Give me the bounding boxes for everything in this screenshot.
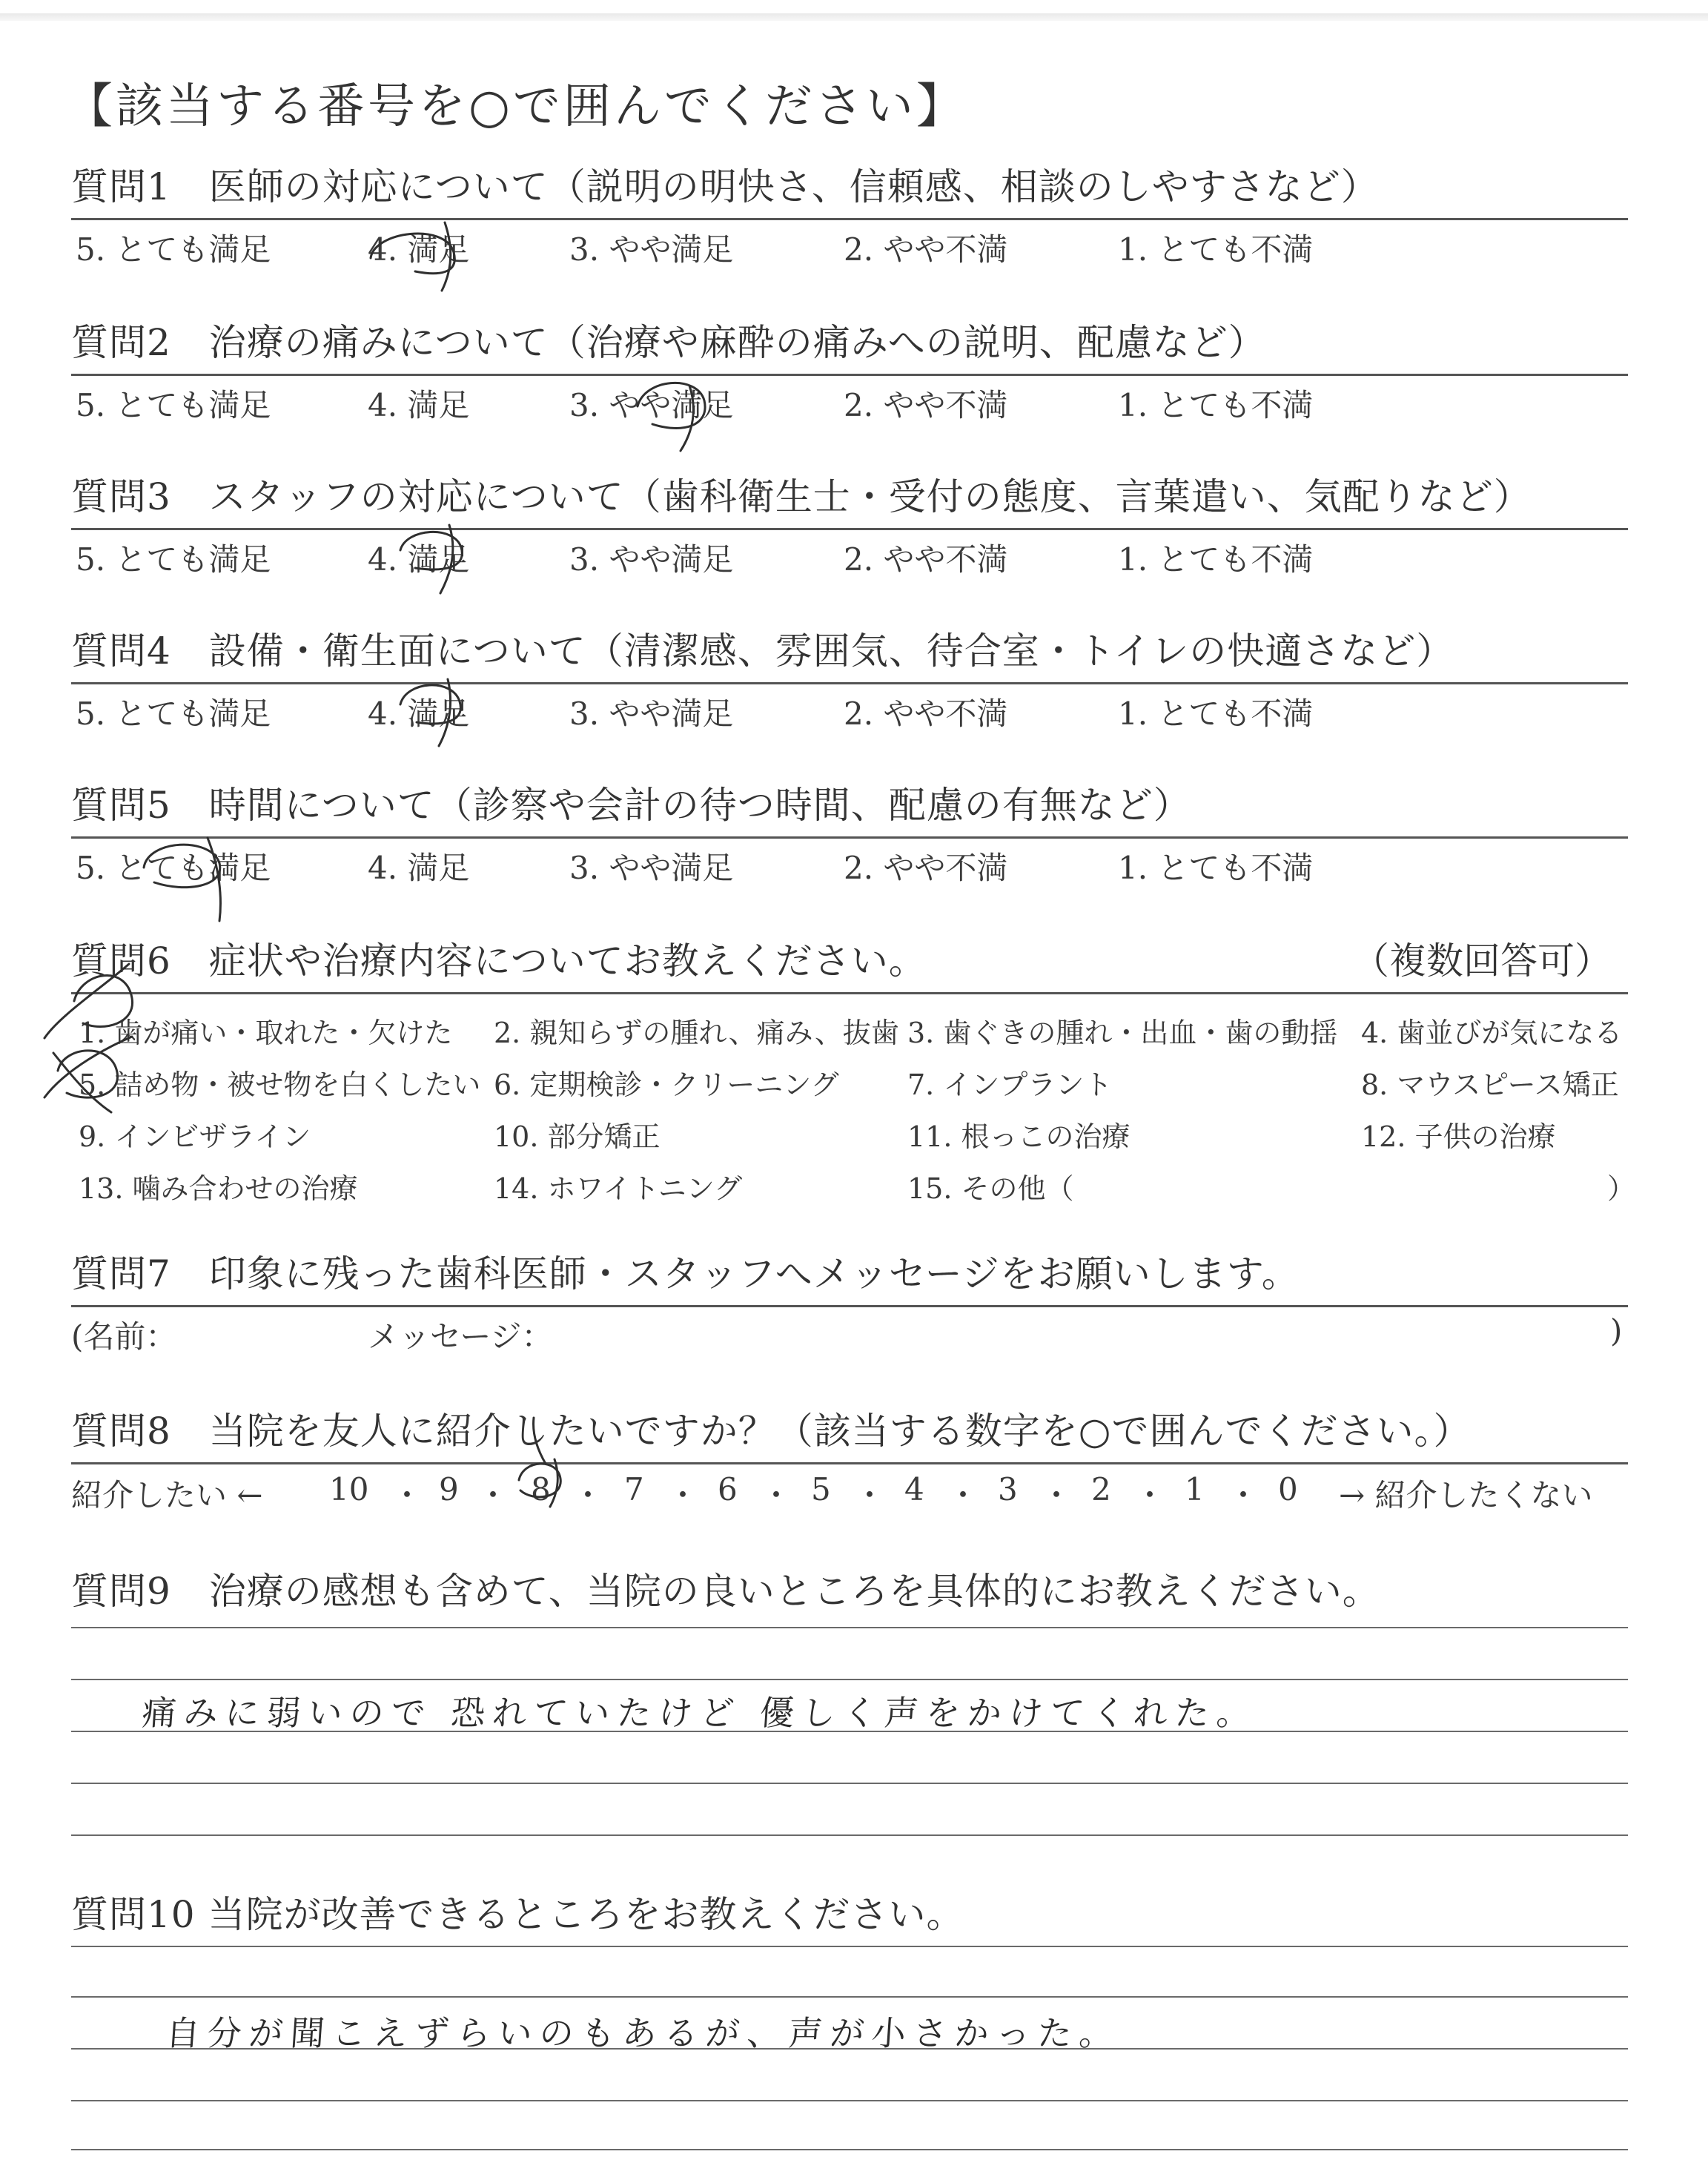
question-7-header [71, 1243, 1628, 1307]
symptom-option-6[interactable]: 6. 定期検診・クリーニング [494, 1069, 839, 1101]
scale-dot: ・ [667, 1477, 699, 1513]
question-10 [71, 1883, 1628, 1946]
symptom-option-2[interactable]: 2. 親知らずの腫れ、痛み、抜歯 [494, 1017, 899, 1049]
scale-dot: ・ [477, 1477, 509, 1513]
scale-dot: ・ [572, 1477, 604, 1513]
scale-2[interactable]: 2 [1091, 1471, 1111, 1507]
symptom-option-7[interactable]: 7. インプラント [907, 1069, 1113, 1101]
question-10-header [71, 1883, 1628, 1946]
rating-option-5[interactable]: 5. とても満足 [76, 696, 271, 732]
scale-5[interactable]: 5 [811, 1471, 831, 1507]
question-6-header [71, 930, 1628, 994]
symptom-option-8[interactable]: 8. マウスピース矯正 [1361, 1069, 1619, 1101]
recommend-right-label: → 紹介したくない [1339, 1477, 1593, 1513]
page-title: 【該当する番号を○で囲んでください】 [65, 79, 967, 134]
rating-option-2[interactable]: 2. やや不満 [844, 541, 1008, 578]
rating-option-1[interactable]: 1. とても不満 [1118, 696, 1314, 732]
rating-option-2[interactable]: 2. やや不満 [844, 696, 1008, 732]
scale-6[interactable]: 6 [718, 1471, 738, 1507]
scale-3[interactable]: 3 [998, 1471, 1018, 1507]
question-6-title: 質問6 症状や治療内容についてお教えください。 [71, 939, 927, 982]
answer-line [71, 1679, 1628, 1680]
scale-1[interactable]: 1 [1185, 1471, 1205, 1507]
scale-10[interactable]: 10 [329, 1471, 369, 1507]
question-7 [71, 1243, 1628, 1355]
question-1-title: 質問1 医師の対応について（説明の明快さ、信頼感、相談のしやすさなど） [71, 165, 1379, 208]
rating-option-5[interactable]: 5. とても満足 [76, 387, 271, 423]
message-label: メッセージ： [368, 1318, 553, 1355]
rating-option-1[interactable]: 1. とても不満 [1118, 850, 1314, 886]
question-2 [71, 311, 1628, 423]
answer-line [71, 1783, 1628, 1784]
scale-dot: ・ [854, 1477, 886, 1513]
question-9-title: 質問9 治療の感想も含めて、当院の良いところを具体的にお教えください。 [71, 1570, 1380, 1613]
multiple-answers-note: （複数回答可） [1352, 939, 1612, 982]
symptom-option-15[interactable]: 15. その他（ [907, 1172, 1074, 1205]
scale-9[interactable]: 9 [439, 1471, 459, 1507]
question-2-title: 質問2 治療の痛みについて（治療や麻酔の痛みへの説明、配慮など） [71, 321, 1266, 364]
name-label: (名前： [71, 1318, 177, 1355]
rating-option-5[interactable]: 5. とても満足 [76, 231, 271, 268]
rating-option-1[interactable]: 1. とても不満 [1118, 541, 1314, 578]
q9-handwritten-answer[interactable]: 痛みに弱いので 恐れていたけど 優しく声をかけてくれた。 [140, 1693, 1260, 1733]
scale-dot: ・ [1134, 1477, 1166, 1513]
rating-option-5[interactable]: 5. とても満足 [76, 850, 271, 886]
rating-option-4[interactable]: 4. 満足 [368, 541, 470, 578]
symptom-option-10[interactable]: 10. 部分矯正 [494, 1120, 661, 1153]
answer-line [71, 2100, 1628, 2101]
question-7-title: 質問7 印象に残った歯科医師・スタッフへメッセージをお願いします。 [71, 1252, 1300, 1295]
rating-option-2[interactable]: 2. やや不満 [844, 850, 1008, 886]
rating-option-5[interactable]: 5. とても満足 [76, 541, 271, 578]
rating-option-4[interactable]: 4. 満足 [368, 696, 470, 732]
rating-option-3[interactable]: 3. やや満足 [569, 696, 734, 732]
question-4-title: 質問4 設備・衛生面について（清潔感、雰囲気、待合室・トイレの快適さなど） [71, 630, 1454, 673]
question-5 [71, 774, 1628, 886]
symptom-option-9[interactable]: 9. インビザライン [79, 1120, 311, 1153]
symptom-option-13[interactable]: 13. 噛み合わせの治療 [79, 1172, 358, 1205]
question-5-title: 質問5 時間について（診察や会計の待つ時間、配慮の有無など） [71, 784, 1191, 827]
rating-option-1[interactable]: 1. とても不満 [1118, 231, 1314, 268]
recommend-left-label: 紹介したい ← [71, 1477, 263, 1513]
rating-option-2[interactable]: 2. やや不満 [844, 387, 1008, 423]
question-4 [71, 620, 1628, 732]
scale-dot: ・ [1228, 1477, 1260, 1513]
question-6 [71, 930, 1636, 1205]
answer-line [71, 1627, 1628, 1628]
rating-option-3[interactable]: 3. やや満足 [569, 541, 734, 578]
rating-option-3[interactable]: 3. やや満足 [569, 387, 734, 423]
rating-option-2[interactable]: 2. やや不満 [844, 231, 1008, 268]
question-2-header [71, 311, 1628, 376]
answer-line [71, 2149, 1628, 2150]
question-1-header [71, 156, 1628, 220]
question-10-title: 質問10 当院が改善できるところをお教えください。 [71, 1893, 964, 1936]
question-1 [71, 156, 1628, 268]
rating-option-4[interactable]: 4. 満足 [368, 387, 470, 423]
scale-dot: ・ [947, 1477, 979, 1513]
other-close-paren: ） [1607, 1172, 1636, 1205]
question-8-header [71, 1400, 1628, 1464]
scale-0[interactable]: 0 [1278, 1471, 1298, 1507]
rating-option-4[interactable]: 4. 満足 [368, 850, 470, 886]
answer-line [71, 1996, 1628, 1998]
question-9 [71, 1560, 1628, 1622]
scale-dot: ・ [761, 1477, 792, 1513]
symptom-option-11[interactable]: 11. 根っこの治療 [907, 1120, 1131, 1153]
scale-4[interactable]: 4 [904, 1471, 924, 1507]
symptom-option-3[interactable]: 3. 歯ぐきの腫れ・出血・歯の動揺 [907, 1017, 1338, 1049]
rating-option-4[interactable]: 4. 満足 [368, 231, 470, 268]
question-3-title: 質問3 スタッフの対応について（歯科衛生士・受付の態度、言葉遣い、気配りなど） [71, 475, 1532, 518]
question-8 [71, 1400, 1628, 1513]
scale-7[interactable]: 7 [624, 1471, 644, 1507]
symptom-option-4[interactable]: 4. 歯並びが気になる [1361, 1017, 1623, 1049]
question-8-title: 質問8 当院を友人に紹介したいですか？（該当する数字を○で囲んでください。） [71, 1410, 1472, 1453]
symptom-option-1[interactable]: 1. 歯が痛い・取れた・欠けた [79, 1017, 453, 1049]
rating-option-3[interactable]: 3. やや満足 [569, 850, 734, 886]
question-9-header [71, 1560, 1628, 1622]
answer-line [71, 1834, 1628, 1836]
answer-line [71, 1946, 1628, 1947]
q10-handwritten-answer[interactable]: 自分が聞こえずらいのもあるが、声が小さかった。 [164, 2013, 1122, 2053]
scale-8[interactable]: 8 [531, 1471, 551, 1507]
message-close-paren: ) [1610, 1312, 1623, 1349]
rating-option-1[interactable]: 1. とても不満 [1118, 387, 1314, 423]
rating-option-3[interactable]: 3. やや満足 [569, 231, 734, 268]
question-4-header [71, 620, 1628, 684]
question-3-header [71, 466, 1628, 530]
question-5-header [71, 774, 1628, 839]
scale-dot: ・ [391, 1477, 423, 1513]
symptom-option-14[interactable]: 14. ホワイトニング [494, 1172, 743, 1205]
symptom-option-12[interactable]: 12. 子供の治療 [1361, 1120, 1556, 1153]
scan-top-edge [0, 13, 1708, 21]
question-3 [71, 466, 1628, 578]
symptom-option-5[interactable]: 5. 詰め物・被せ物を白くしたい [79, 1069, 481, 1101]
scale-dot: ・ [1041, 1477, 1073, 1513]
